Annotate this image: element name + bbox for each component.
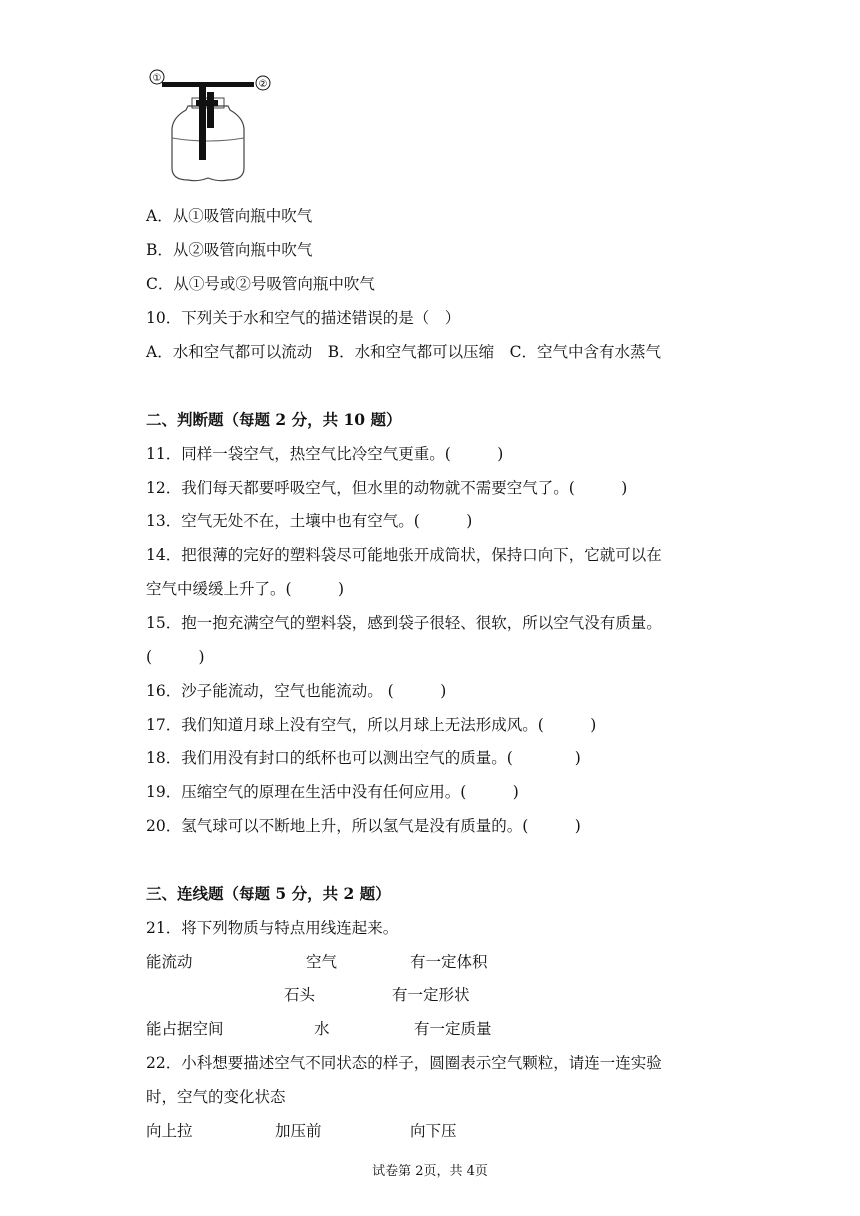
q11: 11．同样一袋空气，热空气比冷空气更重。( ) <box>146 445 504 463</box>
q21-left-1: 能流动 <box>146 953 193 971</box>
q17: 17．我们知道月球上没有空气，所以月球上无法形成风。( ) <box>146 716 597 734</box>
section3-title: 三、连线题（每题 5 分，共 2 题） <box>146 884 391 903</box>
straw-1-vertical <box>199 82 206 160</box>
bottle-straw-figure <box>148 68 278 188</box>
q9-option-b: B．从②吸管向瓶中吹气 <box>146 241 313 259</box>
q12: 12．我们每天都要呼吸空气，但水里的动物就不需要空气了。( ) <box>146 479 628 497</box>
q13: 13．空气无处不在，土壤中也有空气。( ) <box>146 512 473 530</box>
q22-line1: 22．小科想要描述空气不同状态的样子，圆圈表示空气颗粒，请连一连实验 <box>146 1054 662 1072</box>
q14-line2: 空气中缓缓上升了。( ) <box>146 580 345 598</box>
q21-middle-1: 空气 <box>306 953 338 971</box>
q21-stem: 21．将下列物质与特点用线连起来。 <box>146 919 399 937</box>
q22-label-down: 向下压 <box>410 1122 457 1140</box>
water-line <box>172 138 244 141</box>
bottle-straw-diagram <box>148 68 278 188</box>
page-footer: 试卷第 2页，共 4页 <box>372 1164 488 1179</box>
q9-option-c: C．从①号或②号吸管向瓶中吹气 <box>146 275 375 293</box>
q16: 16．沙子能流动，空气也能流动。 ( ) <box>146 682 447 700</box>
q22-label-before: 加压前 <box>275 1122 322 1140</box>
q18: 18．我们用没有封口的纸杯也可以测出空气的质量。( ) <box>146 749 581 767</box>
q21-right-3: 有一定质量 <box>414 1020 492 1038</box>
q19: 19．压缩空气的原理在生活中没有任何应用。( ) <box>146 783 519 801</box>
q22-line2: 时，空气的变化状态 <box>146 1088 286 1106</box>
q10-stem: 10．下列关于水和空气的描述错误的是（ ） <box>146 309 461 327</box>
q21-right-2: 有一定形状 <box>392 986 470 1004</box>
q15-line1: 15．抱一抱充满空气的塑料袋，感到袋子很轻、很软，所以空气没有质量。 <box>146 614 662 632</box>
q21-left-2: 能占据空间 <box>146 1020 224 1038</box>
section2-title: 二、判断题（每题 2 分，共 10 题） <box>146 410 402 429</box>
q14-line1: 14．把很薄的完好的塑料袋尽可能地张开成筒状，保持口向下，它就可以在 <box>146 546 662 564</box>
straw-2-horizontal <box>206 82 254 87</box>
q10-options: A．水和空气都可以流动 B．水和空气都可以压缩 C．空气中含有水蒸气 <box>146 343 661 361</box>
q22-label-up: 向上拉 <box>146 1122 193 1140</box>
q21-middle-2: 石头 <box>284 986 316 1004</box>
q15-line2: ( ) <box>146 648 205 666</box>
q21-middle-3: 水 <box>314 1020 330 1038</box>
label-1-text: ① <box>152 73 162 84</box>
label-2-text: ② <box>258 79 268 90</box>
q9-option-a: A．从①吸管向瓶中吹气 <box>146 207 313 225</box>
straw-2-vertical <box>207 92 214 128</box>
q21-right-1: 有一定体积 <box>410 953 488 971</box>
q20: 20．氢气球可以不断地上升，所以氢气是没有质量的。( ) <box>146 817 581 835</box>
straw-joint <box>196 100 218 106</box>
